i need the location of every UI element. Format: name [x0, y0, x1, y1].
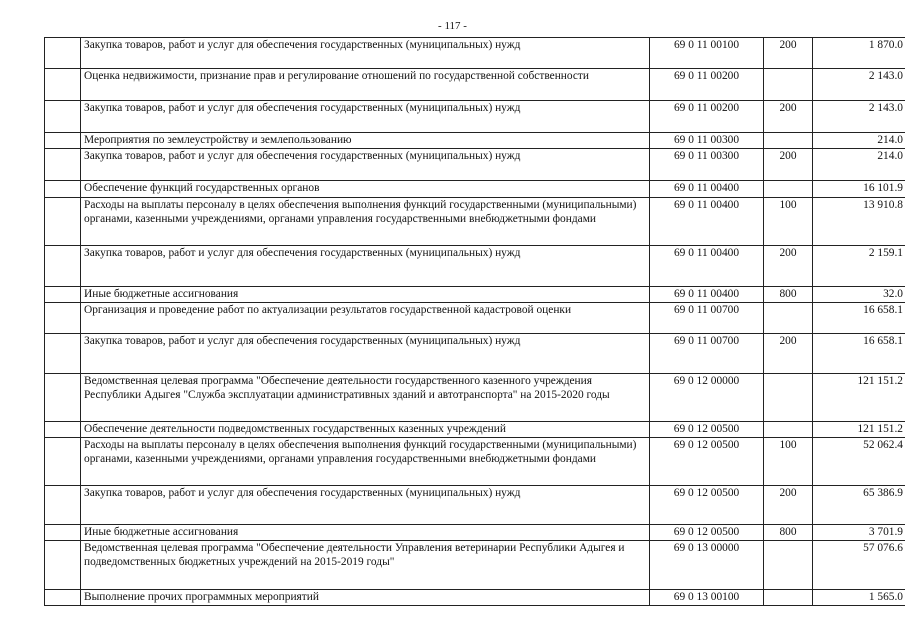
row-name: Закупка товаров, работ и услуг для обеспечения государственных (муниципальных) нужд [81, 486, 650, 525]
row-amount: 2 143.0 [813, 69, 905, 101]
row-code: 69 0 11 00700 [650, 303, 764, 334]
row-amount: 57 076.6 [813, 541, 905, 590]
row-blank-cell [45, 101, 81, 133]
row-blank-cell [45, 438, 81, 486]
row-code: 69 0 11 00300 [650, 133, 764, 149]
row-amount: 121 151.2 [813, 422, 905, 438]
row-blank-cell [45, 334, 81, 374]
row-blank-cell [45, 69, 81, 101]
row-expense-type [764, 374, 813, 422]
row-amount: 2 159.1 [813, 246, 905, 287]
row-code: 69 0 11 00400 [650, 287, 764, 303]
row-code: 69 0 11 00100 [650, 38, 764, 69]
row-amount: 121 151.2 [813, 374, 905, 422]
row-name: Иные бюджетные ассигнования [81, 525, 650, 541]
row-name: Закупка товаров, работ и услуг для обеспечения государственных (муниципальных) нужд [81, 334, 650, 374]
row-expense-type: 200 [764, 38, 813, 69]
table-row [45, 287, 905, 303]
table-row [45, 69, 905, 101]
row-amount: 1 870.0 [813, 38, 905, 69]
table-row [45, 334, 905, 374]
row-blank-cell [45, 422, 81, 438]
row-amount: 32.0 [813, 287, 905, 303]
table-row [45, 246, 905, 287]
row-name: Организация и проведение работ по актуализации результатов государственной кадастровой оценки [81, 303, 650, 334]
table-row [45, 422, 905, 438]
table-row [45, 181, 905, 198]
row-name: Ведомственная целевая программа "Обеспечение деятельности Управления ветеринарии Республики Адыгея и подведомственных бюджетных учреждений на 2015-2019 годы" [81, 541, 650, 590]
row-expense-type [764, 181, 813, 198]
row-expense-type: 100 [764, 438, 813, 486]
row-blank-cell [45, 525, 81, 541]
row-code: 69 0 12 00500 [650, 422, 764, 438]
row-name: Закупка товаров, работ и услуг для обеспечения государственных (муниципальных) нужд [81, 101, 650, 133]
row-expense-type [764, 69, 813, 101]
row-code: 69 0 11 00400 [650, 198, 764, 246]
row-name: Расходы на выплаты персоналу в целях обеспечения выполнения функций государственными (муниципальными) органами, казенными учреждениями, органами управления государственными внебюджетными фондами [81, 438, 650, 486]
row-code: 69 0 11 00200 [650, 101, 764, 133]
row-amount: 1 565.0 [813, 590, 905, 606]
row-blank-cell [45, 133, 81, 149]
row-name: Закупка товаров, работ и услуг для обеспечения государственных (муниципальных) нужд [81, 38, 650, 69]
row-expense-type: 200 [764, 149, 813, 181]
table-row [45, 590, 905, 606]
row-expense-type [764, 590, 813, 606]
row-name: Оценка недвижимости, признание прав и регулирование отношений по государственной собственности [81, 69, 650, 101]
row-expense-type [764, 422, 813, 438]
table-row [45, 525, 905, 541]
row-blank-cell [45, 287, 81, 303]
row-name: Обеспечение деятельности подведомственных государственных казенных учреждений [81, 422, 650, 438]
row-expense-type: 800 [764, 525, 813, 541]
table-row [45, 438, 905, 486]
row-blank-cell [45, 486, 81, 525]
row-code: 69 0 12 00500 [650, 438, 764, 486]
row-expense-type [764, 133, 813, 149]
row-amount: 2 143.0 [813, 101, 905, 133]
row-amount: 214.0 [813, 149, 905, 181]
row-code: 69 0 12 00500 [650, 486, 764, 525]
row-code: 69 0 11 00400 [650, 181, 764, 198]
row-name: Закупка товаров, работ и услуг для обеспечения государственных (муниципальных) нужд [81, 149, 650, 181]
row-amount: 52 062.4 [813, 438, 905, 486]
row-code: 69 0 11 00400 [650, 246, 764, 287]
row-expense-type: 200 [764, 101, 813, 133]
row-code: 69 0 11 00200 [650, 69, 764, 101]
row-code: 69 0 11 00300 [650, 149, 764, 181]
row-amount: 214.0 [813, 133, 905, 149]
row-expense-type [764, 541, 813, 590]
row-blank-cell [45, 198, 81, 246]
row-name: Расходы на выплаты персоналу в целях обеспечения выполнения функций государственными (муниципальными) органами, казенными учреждениями, органами управления государственными внебюджетными фондами [81, 198, 650, 246]
table-row [45, 541, 905, 590]
table-row [45, 38, 905, 69]
table-row [45, 303, 905, 334]
table-row [45, 486, 905, 525]
row-amount: 16 101.9 [813, 181, 905, 198]
row-name: Обеспечение функций государственных органов [81, 181, 650, 198]
table-row [45, 149, 905, 181]
row-code: 69 0 13 00100 [650, 590, 764, 606]
row-amount: 3 701.9 [813, 525, 905, 541]
page-number: - 117 - [438, 20, 467, 32]
row-name: Ведомственная целевая программа "Обеспечение деятельности государственного казенного учреждения Республики Адыгея "Служба эксплуатации административных зданий и автотранспорта" на 2015-2020 годы [81, 374, 650, 422]
row-expense-type: 200 [764, 486, 813, 525]
row-code: 69 0 11 00700 [650, 334, 764, 374]
row-amount: 65 386.9 [813, 486, 905, 525]
row-expense-type: 100 [764, 198, 813, 246]
row-code: 69 0 13 00000 [650, 541, 764, 590]
row-blank-cell [45, 38, 81, 69]
row-blank-cell [45, 149, 81, 181]
budget-table [44, 37, 905, 606]
row-name: Мероприятия по землеустройству и землепользованию [81, 133, 650, 149]
table-row [45, 101, 905, 133]
row-expense-type [764, 303, 813, 334]
row-blank-cell [45, 541, 81, 590]
row-blank-cell [45, 374, 81, 422]
row-name: Иные бюджетные ассигнования [81, 287, 650, 303]
row-code: 69 0 12 00500 [650, 525, 764, 541]
row-blank-cell [45, 590, 81, 606]
row-blank-cell [45, 181, 81, 198]
table-row [45, 374, 905, 422]
row-code: 69 0 12 00000 [650, 374, 764, 422]
row-amount: 16 658.1 [813, 334, 905, 374]
row-name: Выполнение прочих программных мероприятий [81, 590, 650, 606]
row-name: Закупка товаров, работ и услуг для обеспечения государственных (муниципальных) нужд [81, 246, 650, 287]
table-row [45, 133, 905, 149]
row-amount: 13 910.8 [813, 198, 905, 246]
row-amount: 16 658.1 [813, 303, 905, 334]
row-expense-type: 800 [764, 287, 813, 303]
table-row [45, 198, 905, 246]
row-expense-type: 200 [764, 246, 813, 287]
row-blank-cell [45, 246, 81, 287]
row-blank-cell [45, 303, 81, 334]
row-expense-type: 200 [764, 334, 813, 374]
